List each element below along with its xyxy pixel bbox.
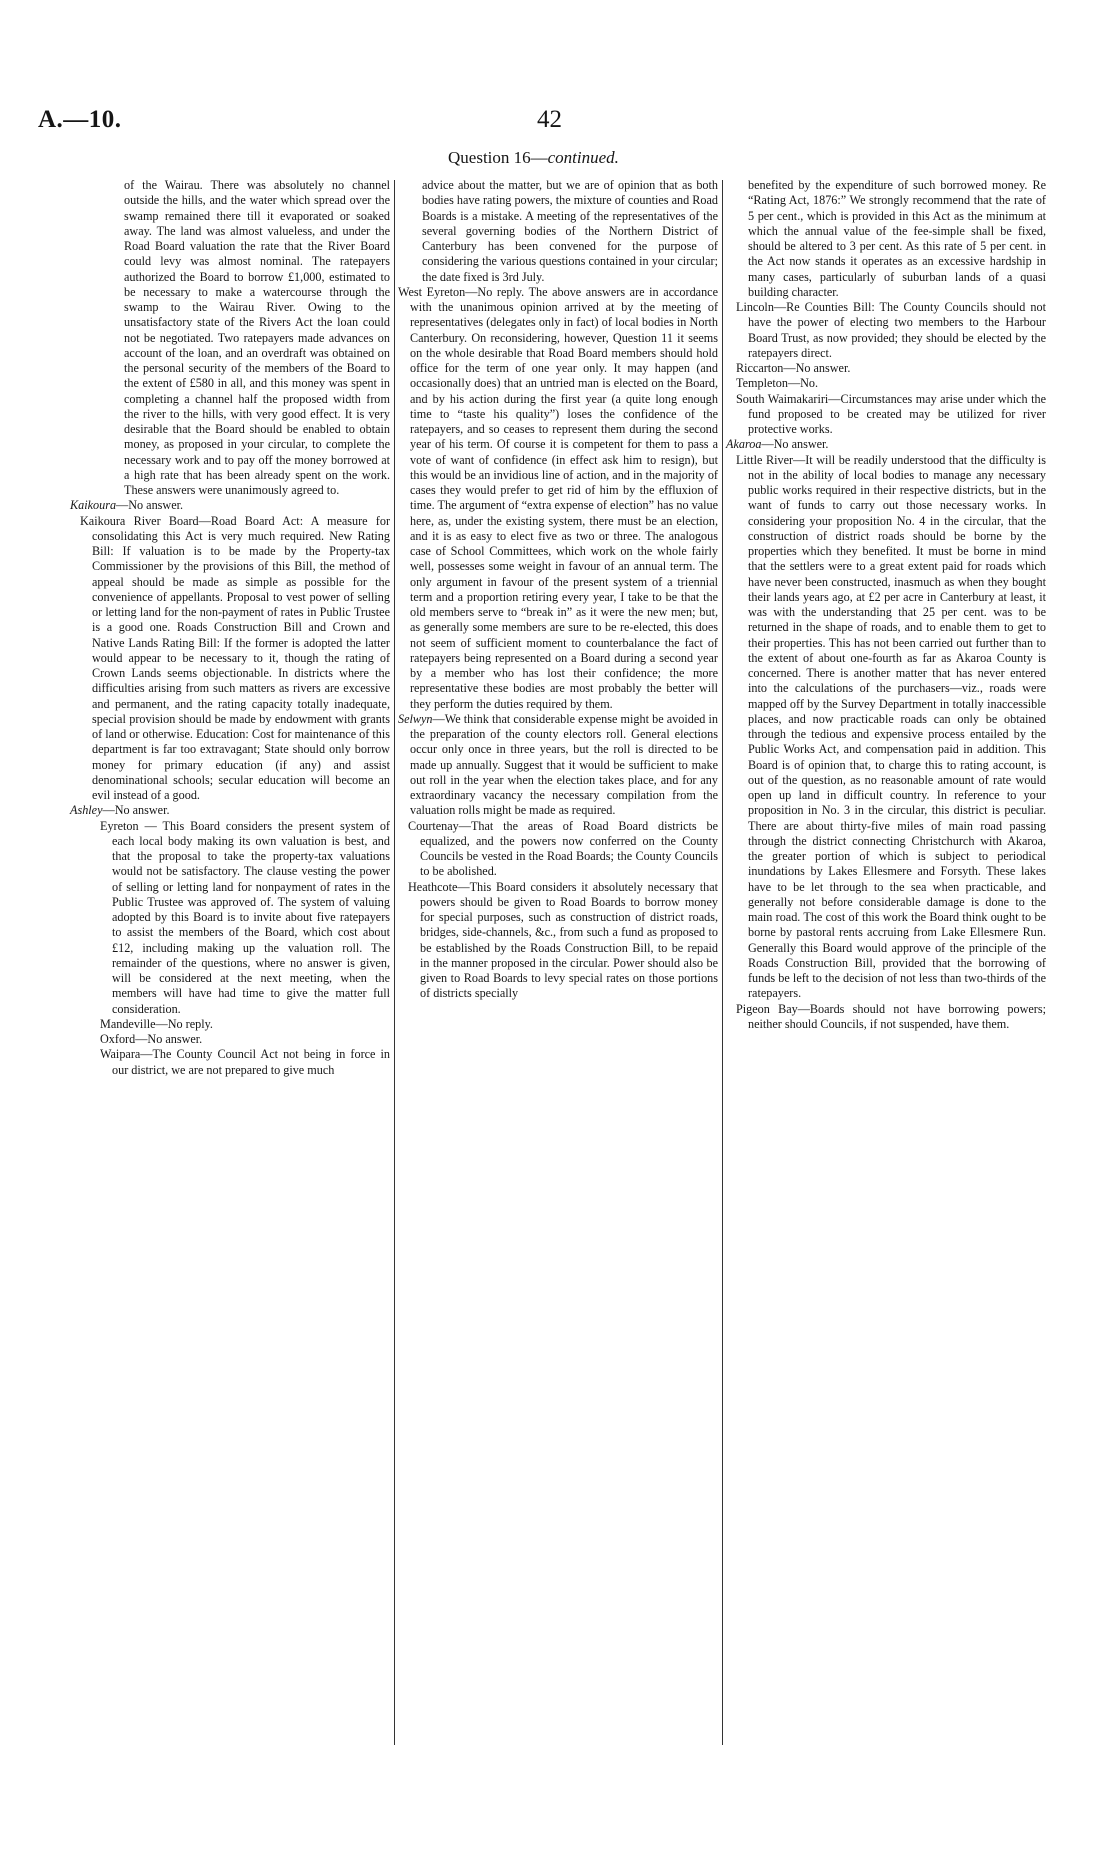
paragraph: benefited by the expenditure of such borrowed money. Re “Rating Act, 1876:” We strongly recommend that the rate of 5 per cent., which is provided in this Act as the minimum at which the annual value of the fee-simple shall be fixed, should be altered to 3 per cent. As this rate of 5 per cent. in the Act now stands it operates as an excessive hardship in many cases, particularly of suburban lands of a quasi building character. xyxy=(748,178,1046,299)
district-heading xyxy=(70,803,390,818)
district-answer: —No answer. xyxy=(102,803,170,818)
board-entry: Templeton—No. xyxy=(736,376,819,391)
paragraph: advice about the matter, but we are of opinion that as both bodies have rating powers, the mixture of counties and Road Boards is a mistake. A meeting of the representatives of the several governing bodies of the Northern District of Canterbury has been convened for the purpose of considering the various questions contained in your circular; the date fixed is 3rd July. xyxy=(422,178,718,284)
board-entry: Courtenay—That the areas of Road Board districts be equalized, and the powers now conferred on the County Councils be vested in the Road Boards; the County Councils to be abolished. xyxy=(408,818,718,879)
district-name: Ashley xyxy=(70,803,103,818)
district-answer: —No answer. xyxy=(116,498,184,513)
page-number: 42 xyxy=(537,106,562,133)
district-answer: —No answer. xyxy=(761,437,829,452)
board-entry: Riccarton—No answer. xyxy=(736,361,851,375)
board-entry: Little River—It will be readily understood that the difficulty is not in the ability of local bodies to manage any necessary public works required in their respective districts, but in the want of funds to carry out those necessary works. In considering your proposition No. 4 in the circular, that the construction of district roads should be borne by the properties which they benefited. It must be borne in mind that the settlers were to a great extent paid for roads which have never been constructed, inasmuch as when they bought their lands years ago, at £2 per acre in Canterbury at least, it was with the understanding that 25 per cent. was to be returned in the shape of roads, and to enable them to get to their properties. This has not been carried out further than to the extent of about one-fourth as far as Akaroa County is concerned. There is another matter that has never entered into the calculations of the purchasers—viz., roads were mapped off by the Survey Department in totally inaccessible places, and now practicable roads can only be obtained through the tedious and expensive process entailed by the Public Works Act, and compensation paid in addition. This Board is of opinion that, to charge this to rating account, is out of the question, as no reasonable amount of rate would open up land in difficult country. In reference to your proposition in No. 3 in the circular, this district is peculiar. There are about thirty-five miles of main road passing through the district connecting Christchurch with Akaroa, the greater portion of which is subject to periodical inundations by Lakes Ellesmere and Forsyth. These lakes have to be let through to the sea when practicable, and generally not before considerable damage is done to the main road. The cost of this work the Board think ought to be borne by pastoral rents accruing from Lake Ellesmere Run. Generally this Board would approve of the principle of the Roads Construction Bill, provided that the borrowing of funds be left to the decision of not less than two-thirds of the ratepayers. xyxy=(736,452,1046,1001)
board-entry: Waipara—The County Council Act not being in force in our district, we are not prepared to give much xyxy=(100,1047,390,1077)
board-entry: West Eyreton—No reply. The above answers are in accordance with the unanimous opinion arrived at by the meeting of representatives (delegates only in fact) of local bodies in North Canterbury. On reconsidering, however, Question 11 it seems on the whole desirable that Road Board members should hold office for the term of one year only. It may happen (and occasionally does) that an untried man is elected on the Board, and by his action during the first year (a quite long enough time to “taste his quality”) loses the confidence of the ratepayers, and so ceases to represent them during the second year of his term. Of course it is competent for them to pass a vote of want of confidence (in effect ask him to resign), but this would be an invidious line of action, and in the majority of cases they would prefer to get rid of him by the effluxion of time. The argument of “extra expense of election” has no value here, as, under the existing system, there must be an election, and it is as easy to elect five as two or three. The analogous case of School Committees, which work on the whole fairly well, possesses some weight in favour of an annual term. The only argument in favour of the present system of a triennial term and a proportion retiring every year, I take to be that the old members serve to “break in” as it were the new men; but, as generally some members are sure to be re-elected, this does not seem of sufficient moment to counterbalance the fact of ratepayers being represented on a Board during a second year by a member who has lost their confidence; the more representative these bodies are most probably the better will they perform the duties required by them. xyxy=(398,284,718,711)
district-heading xyxy=(70,498,390,513)
district-heading xyxy=(726,437,1046,452)
board-entry: Kaikoura River Board—Road Board Act: A measure for consolidating this Act is very much required. New Rating Bill: If valuation is to be made by the Property-tax Commissioner by the provisions of this Bill, the method of appeal should be made as simple as possible for the convenience of appellants. Proposal to vest power of selling or letting land for the non-payment of rates in Public Trustee is a good one. Roads Construction Bill and Crown and Native Lands Rating Bill: If the former is adopted the latter would appear to be necessary to it, though the rating of Crown Lands seems objectionable. In districts where the difficulties arising from such matters as rivers are excessive and permanent, and the rating capacity totally inadequate, special provision should be made by endowment with grants of land or otherwise. Education: Cost for maintenance of this department is far too extravagant; State should only borrow money for primary education (if any) and assist denominational schools; secular education will become an evil instead of a good. xyxy=(80,513,390,802)
board-entry: Mandeville—No reply. xyxy=(100,1016,213,1031)
district-name: Selwyn xyxy=(398,711,433,726)
board-entry: South Waimakariri—Circumstances may arise under which the fund proposed to be created may be utilized for river protective works. xyxy=(736,391,1046,436)
district-name: Akaroa xyxy=(726,437,762,452)
section-heading xyxy=(448,148,619,168)
board-entry: Lincoln—Re Counties Bill: The County Councils should not have the power of electing two members to the Harbour Board Trust, as now provided; they should be elected by the ratepayers direct. xyxy=(736,300,1046,360)
district-heading xyxy=(398,712,718,819)
column-right xyxy=(726,178,1046,1032)
board-entry: Oxford—No answer. xyxy=(100,1032,203,1046)
section-title: Question 16— xyxy=(448,148,548,167)
board-entry: Eyreton — This Board considers the present system of each local body making its own valuation is best, and that the proposal to take the property-tax valuations would not be satisfactory. The clause vesting the power of selling or letting land for nonpayment of rates in the Public Trustee was approved of. The system of valuing adopted by this Board is to invite about five ratepayers to assist the members of the Board, which cost about £12, including making up the valuation roll. The remainder of the questions, where no answer is given, will be considered at the next meeting, when the members will have had time to give the matter full consideration. xyxy=(100,818,390,1016)
column-divider xyxy=(394,180,395,1745)
document-reference: A.—10. xyxy=(38,106,122,133)
paragraph: of the Wairau. There was absolutely no channel outside the hills, and the water which spread over the swamp remained there till it evaporated or soaked away. The land was almost valueless, and under the Road Board valuation the rate that the River Board could levy was almost nominal. The ratepayers authorized the Board to borrow £1,000, estimated to be necessary to make a watercourse through the swamp to the Wairau River. Owing to the unsatisfactory state of the Rivers Act the loan could not be negotiated. Two ratepayers made advances on account of the loan, and an overdraft was obtained on the personal security of the members of the Board to the extent of £580 in all, and this money was spent in completing a channel half the proposed width from the river to the hills, with very good effect. It is very desirable that the Board should be enabled to obtain money, as proposed in your circular, to complete the necessary work and to pay off the money borrowed at a high rate that has been already spent on the work. These answers were unanimously agreed to. xyxy=(124,178,390,497)
column-divider xyxy=(722,180,723,1745)
section-title-continued: continued. xyxy=(547,148,619,167)
board-entry: Heathcote—This Board considers it absolutely necessary that powers should be given to Road Boards to borrow money for special purposes, such as construction of district roads, bridges, side-channels, &c., from such a fund as proposed to be established by the Roads Construction Bill, to be repaid in the manner proposed in the circular. Power should also be given to Road Boards to levy special rates on those portions of districts specially xyxy=(408,879,718,1001)
district-name: Kaikoura xyxy=(70,498,117,513)
district-answer: —We think that considerable expense might be avoided in the preparation of the county electors roll. General elections occur only once in three years, but the roll is directed to be made up annually. Suggest that it would be sufficient to make out roll in the year when the election takes place, and for any extraordinary vacancy the necessary compilation from the valuation rolls might be made as required. xyxy=(410,711,718,818)
column-left xyxy=(70,178,390,1078)
board-entry: Pigeon Bay—Boards should not have borrowing powers; neither should Councils, if not suspended, have them. xyxy=(736,1001,1046,1031)
column-middle xyxy=(398,178,718,1002)
